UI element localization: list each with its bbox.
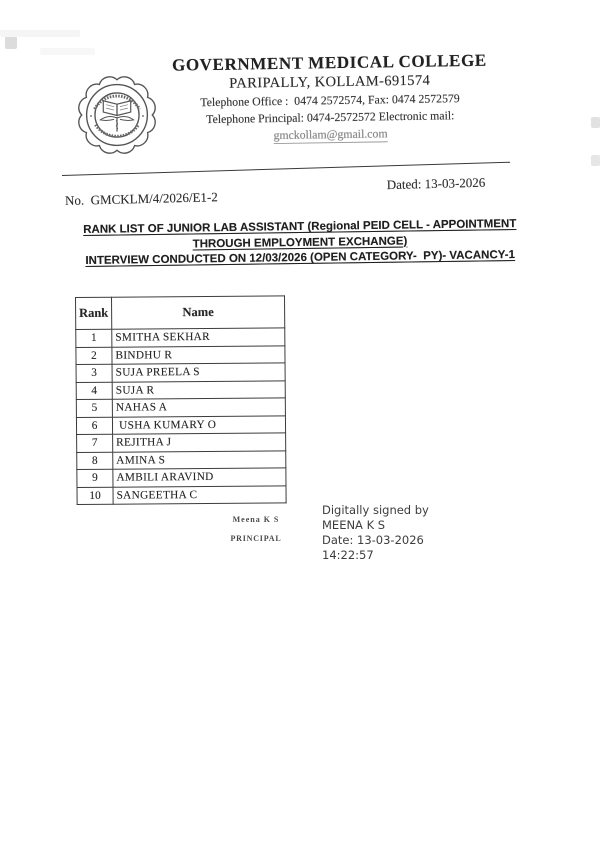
signed-name: Meena K S [232, 515, 280, 524]
name-cell: SUJA R [112, 380, 285, 399]
signer-designation: PRINCIPAL [230, 534, 282, 543]
rank-cell: 1 [76, 329, 112, 347]
name-cell: SUJA PREELA S [112, 363, 285, 382]
name-cell: AMBILI ARAVIND [113, 468, 286, 487]
scan-artifact [5, 36, 17, 49]
rank-cell: 4 [76, 382, 112, 400]
digital-signature-date: Date: 13-03-2026 [322, 533, 424, 547]
table-row [76, 345, 285, 364]
table-row [76, 380, 285, 399]
document-date: Dated: 13-03-2026 [386, 174, 486, 193]
table-row [76, 398, 285, 417]
document-title [0, 216, 600, 271]
digital-signature-time: 14:22:57 [322, 548, 374, 562]
scan-artifact [40, 48, 95, 55]
reference-number: No. GMCKLM/4/2026/E1-2 [64, 189, 218, 208]
rank-cell: 8 [77, 452, 113, 470]
digital-signature-name: MEENA K S [322, 518, 386, 532]
table-row [77, 485, 286, 504]
seal-dot-left [90, 115, 92, 117]
title-line-3: INTERVIEW CONDUCTED ON 12/03/2026 (OPEN CATEGORY- PY)- VACANCY-1 [85, 248, 516, 267]
digital-signature-block [322, 503, 482, 563]
name-cell: AMINA S [113, 450, 286, 469]
table-row [77, 433, 286, 452]
telephone-principal-line: Telephone Principal: 0474-2572572 Electronic mail: [206, 108, 455, 127]
scan-artifact [591, 117, 600, 128]
rank-cell: 5 [76, 399, 112, 417]
telephone-office-line: Telephone Office : 0474 2572574, Fax: 0474 2572579 [200, 91, 460, 110]
title-line-1: RANK LIST OF JUNIOR LAB ASSISTANT (Regional PEID CELL - APPOINTMENT [83, 217, 517, 237]
table-row [76, 328, 285, 347]
seal-book-left-page [103, 101, 117, 116]
principal-signature-block [226, 515, 286, 543]
digital-signature-line: Digitally signed by [322, 503, 429, 517]
rank-cell: 3 [76, 364, 112, 382]
reference-row [64, 174, 505, 209]
rank-cell: 9 [77, 469, 113, 487]
name-cell: NAHAS A [112, 398, 285, 417]
name-cell: SMITHA SEKHAR [112, 328, 285, 347]
name-column-header: Name [112, 296, 285, 329]
rank-cell: 10 [77, 487, 113, 505]
title-line-2: THROUGH EMPLOYMENT EXCHANGE) [192, 235, 408, 250]
rank-cell: 6 [76, 417, 112, 435]
rank-list-table [75, 295, 287, 505]
seal-book-right-page [117, 101, 131, 116]
seal-left-wing [100, 117, 117, 121]
table-row [76, 415, 285, 434]
letterhead [149, 50, 510, 146]
scan-artifact [591, 155, 600, 166]
seal-dot-right [142, 115, 144, 117]
name-cell: SANGEETHA C [113, 485, 286, 504]
rank-cell: 2 [76, 347, 112, 365]
name-cell: REJITHA J [113, 433, 286, 452]
scan-artifact [0, 30, 80, 37]
seal-right-wing [117, 117, 134, 121]
table-row [77, 468, 286, 487]
table-row [76, 363, 285, 382]
name-cell: BINDHU R [112, 345, 285, 364]
table-header-row [76, 296, 285, 330]
rank-column-header: Rank [76, 297, 112, 329]
table-row [77, 450, 286, 469]
college-location: PARIPALLY, KOLLAM-691574 [229, 72, 431, 92]
rank-cell: 7 [77, 434, 113, 452]
email-link: gmckollam@gmail.com [273, 126, 388, 143]
name-cell: USHA KUMARY O [112, 415, 285, 434]
rank-table-body [76, 328, 286, 505]
college-name: GOVERNMENT MEDICAL COLLEGE [171, 50, 487, 75]
